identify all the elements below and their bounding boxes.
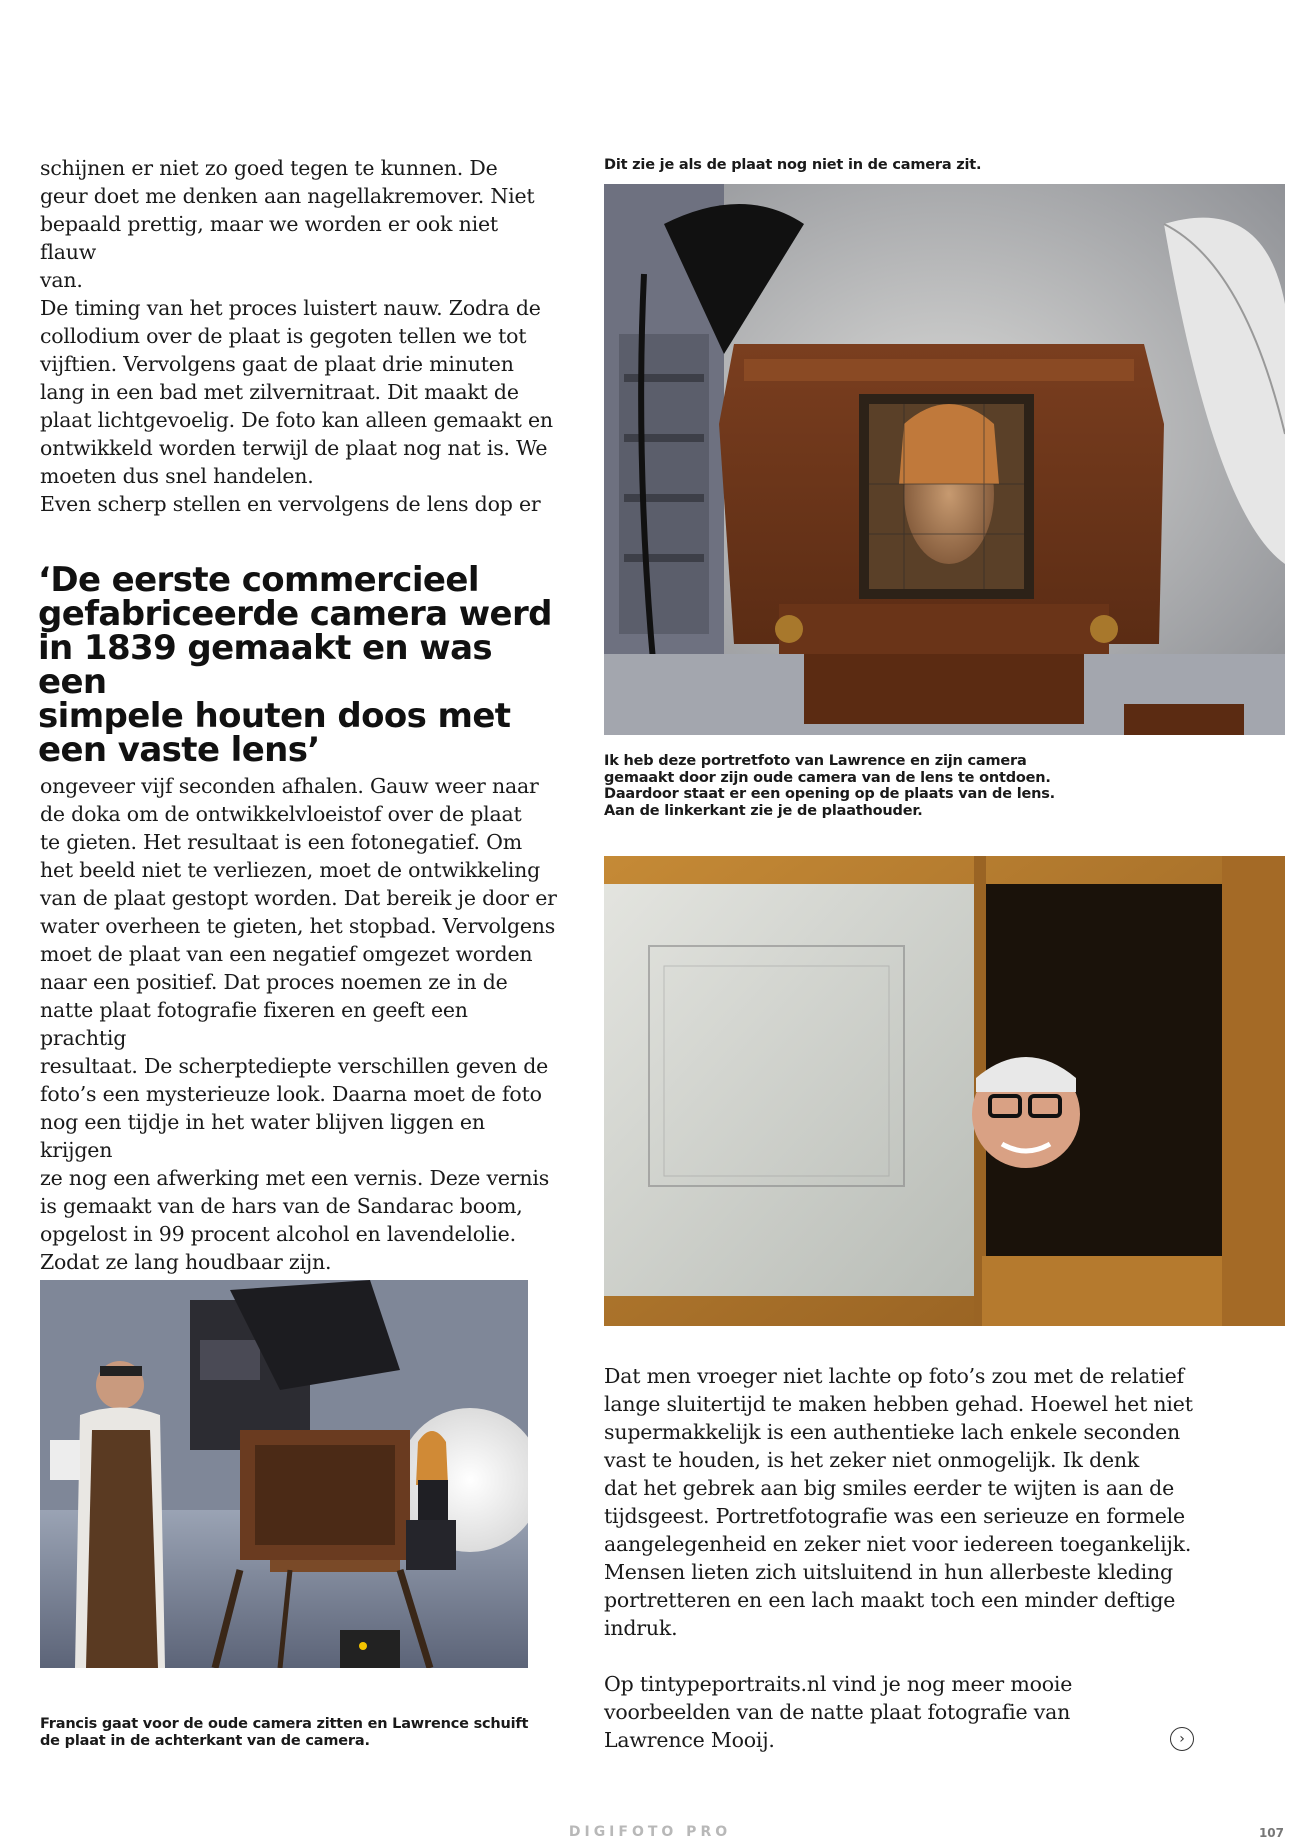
caption-middle: Ik heb deze portretfoto van Lawrence en zijn camera gemaakt door zijn oude camera van de lens te ontdoen. Daardoor staat er een opening op de plaats van de lens. Aan de linkerkant zie je de plaathouder. (604, 753, 1055, 819)
right-paragraph-2: Op tintypeportraits.nl vind je nog meer mooie voorbeelden van de natte plaat fotografie van Lawrence Mooij. (604, 1672, 1073, 1752)
caption-studio-photo: Francis gaat voor de oude camera zitten en Lawrence schuift de plaat in de achterkant van de camera. (40, 1716, 529, 1749)
right-paragraph-1: Dat men vroeger niet lachte op foto’s zou met de relatief lange sluitertijd te maken hebben gehad. Hoewel het niet supermakkelijk is een authentieke lach enkele seconden vast te houden, is het zeker niet onmogelijk. Ik denk dat het gebrek aan big smiles eerder te wijten is aan de tijdsgeest. Portretfotografie was een serieuze en formele aangelegenheid en zeker niet voor iedereen toegankelijk. Mensen lieten zich uitsluitend in hun allerbeste kleding portretteren en een lach maakt toch een minder deftige indruk. (604, 1364, 1193, 1640)
portrait-through-camera-photo (604, 856, 1285, 1326)
pull-quote: ‘De eerste commercieel gefabriceerde camera werd in 1839 gemaakt en was een simpele houten doos met een vaste lens’ (38, 560, 552, 770)
left-paragraph-3: ongeveer vijf seconden afhalen. Gauw weer naar de doka om de ontwikkelvloeistof over de plaat te gieten. Het resultaat is een fotonegatief. Om het beeld niet te verliezen, moet de ontwikkeling van de plaat gestopt worden. Dat bereik je door er water overheen te gieten, het stopbad. Vervolgens moet de plaat van een negatief omgezet worden naar een positief. Dat proces noemen ze in de natte plaat fotografie fixeren en geeft een prachtig resultaat. De scherptediepte verschillen geven de foto’s een mysterieuze look. Daarna moet de foto nog een tijdje in het water blijven liggen en krijgen ze nog een afwerking met een vernis. Deze vernis is gemaakt van de hars van de Sandarac boom, opgelost in 99 procent alcohol en lavendelolie. Zodat ze lang houdbaar zijn. (40, 774, 557, 1274)
left-paragraph-1: schijnen er niet zo goed tegen te kunnen. De geur doet me denken aan nagellakremover. Niet bepaald prettig, maar we worden er ook niet flauw van. (40, 156, 535, 292)
fisheye-camera-photo (604, 184, 1285, 735)
studio-photo (40, 1280, 528, 1668)
footer-brand: DIGIFOTO PRO (568, 1824, 732, 1840)
caption-top: Dit zie je als de plaat nog niet in de camera zit. (604, 157, 982, 173)
left-paragraph-2: De timing van het proces luistert nauw. Zodra de collodium over de plaat is gegoten tellen we tot vijftien. Vervolgens gaat de plaat drie minuten lang in een bad met zilvernitraat. Dit maakt de plaat lichtgevoelig. De foto kan alleen gemaakt en ontwikkeld worden terwijl de plaat nog nat is. We moeten dus snel handelen. Even scherp stellen en vervolgens de lens dop er (40, 296, 553, 516)
page-number: 107 (1258, 1826, 1284, 1840)
next-page-arrow-icon[interactable]: › (1170, 1727, 1194, 1751)
